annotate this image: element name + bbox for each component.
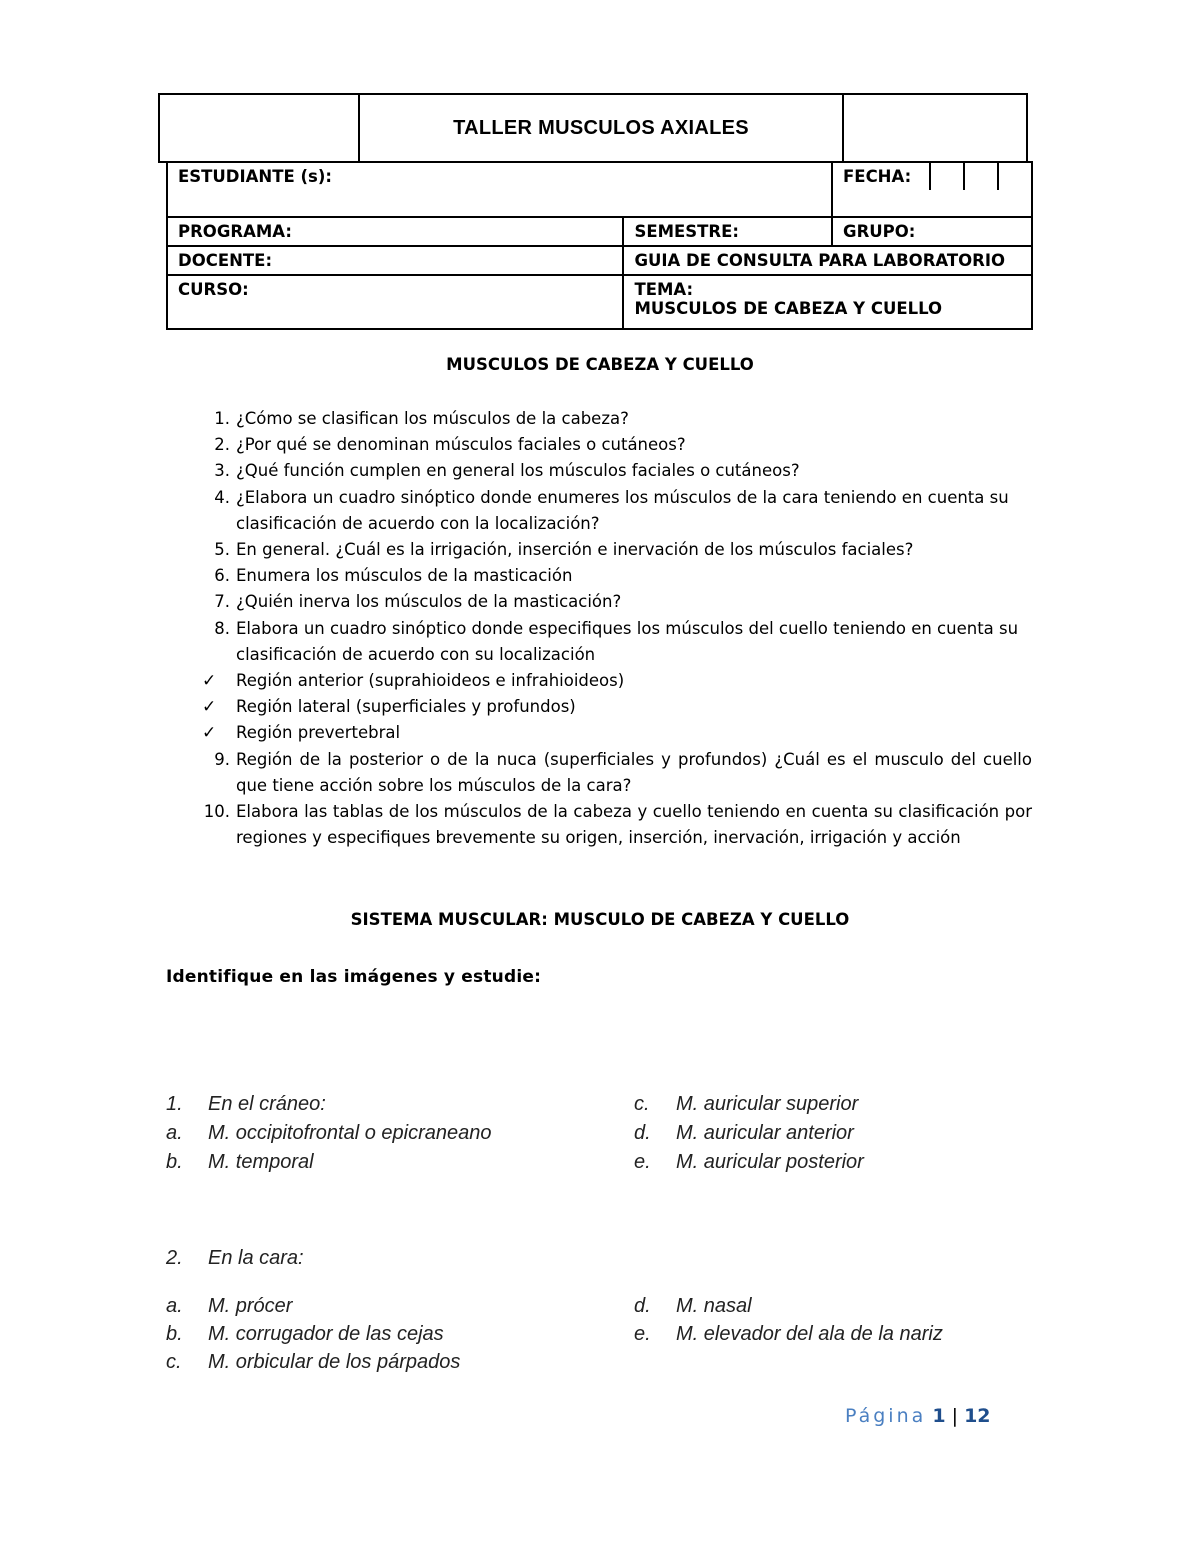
checkmark-icon: ✓ bbox=[202, 697, 217, 718]
question-item bbox=[166, 485, 1032, 537]
question-item bbox=[166, 458, 1032, 484]
question-number: 8. bbox=[214, 618, 230, 638]
identify-instruction: Identifique en las imágenes y estudie: bbox=[166, 967, 542, 987]
list-item-text: M. elevador del ala de la nariz bbox=[676, 1323, 943, 1345]
question-number: 3. bbox=[214, 461, 230, 481]
list-marker: a. bbox=[166, 1122, 183, 1144]
list-item bbox=[166, 1122, 492, 1145]
grupo-label: GRUPO: bbox=[843, 222, 916, 241]
question-text: Enumera los músculos de la masticación bbox=[236, 566, 573, 586]
question-text: ¿Quién inerva los músculos de la masticación? bbox=[236, 592, 622, 612]
question-number: 2. bbox=[214, 435, 230, 455]
list-marker: a. bbox=[166, 1295, 183, 1317]
list-item bbox=[634, 1093, 858, 1116]
tema-value: MUSCULOS DE CABEZA Y CUELLO bbox=[634, 299, 943, 318]
tema-cell bbox=[623, 275, 1032, 329]
list-item-text: M. auricular posterior bbox=[676, 1151, 864, 1173]
question-text: Región prevertebral bbox=[236, 723, 401, 743]
question-number: 6. bbox=[214, 566, 230, 586]
docente-label: DOCENTE: bbox=[178, 251, 273, 270]
list-item bbox=[634, 1295, 752, 1318]
fecha-box-2 bbox=[963, 163, 997, 190]
question-item bbox=[166, 720, 1032, 746]
list-item-text: M. occipitofrontal o epicraneano bbox=[208, 1122, 492, 1144]
cara-heading bbox=[166, 1247, 304, 1270]
page-title: TALLER MUSCULOS AXIALES bbox=[453, 116, 749, 139]
header-left-box bbox=[158, 93, 360, 163]
grupo-cell bbox=[832, 217, 1032, 246]
list-item-text: M. corrugador de las cejas bbox=[208, 1323, 444, 1345]
list-item-text: M. orbicular de los párpados bbox=[208, 1351, 461, 1373]
question-item bbox=[166, 747, 1032, 799]
tema-label: TEMA: bbox=[634, 280, 694, 299]
craneo-heading bbox=[166, 1093, 326, 1116]
question-number: 4. bbox=[214, 487, 230, 507]
docente-cell bbox=[167, 246, 623, 275]
question-number: 5. bbox=[214, 540, 230, 560]
question-text: Región de la posterior o de la nuca (superficiales y profundos) ¿Cuál es el musculo del cuello que tiene acción sobre los músculos de la cara? bbox=[236, 749, 1032, 795]
question-text: ¿Por qué se denominan músculos faciales o cutáneos? bbox=[236, 435, 686, 455]
fecha-box-1 bbox=[929, 163, 963, 190]
programa-label: PROGRAMA: bbox=[178, 222, 292, 241]
estudiante-label: ESTUDIANTE (s): bbox=[178, 167, 332, 186]
fecha-cell bbox=[832, 162, 1032, 217]
question-item bbox=[166, 432, 1032, 458]
list-marker: d. bbox=[634, 1295, 651, 1317]
question-number: 10. bbox=[203, 802, 230, 822]
question-number: 1. bbox=[214, 409, 230, 428]
question-item bbox=[166, 668, 1032, 694]
question-item bbox=[166, 616, 1032, 668]
question-item bbox=[166, 589, 1032, 615]
list-item bbox=[166, 1295, 292, 1318]
question-text: En general. ¿Cuál es la irrigación, inserción e inervación de los músculos faciales? bbox=[236, 540, 914, 560]
question-item bbox=[166, 406, 1032, 432]
checkmark-icon: ✓ bbox=[202, 723, 217, 744]
footer-label: Página bbox=[845, 1405, 927, 1427]
footer-total-pages: 12 bbox=[964, 1405, 991, 1427]
question-text: ¿Cómo se clasifican los músculos de la cabeza? bbox=[236, 409, 629, 428]
page-footer bbox=[845, 1405, 991, 1427]
semestre-cell bbox=[623, 217, 832, 246]
list-item bbox=[634, 1323, 943, 1346]
list-item bbox=[166, 1323, 444, 1346]
list-item bbox=[166, 1351, 460, 1374]
estudiante-cell bbox=[167, 162, 832, 217]
question-text: Región lateral (superficiales y profundos) bbox=[236, 697, 576, 717]
question-text: Elabora un cuadro sinóptico donde especifiques los músculos del cuello teniendo en cuenta su clasificación de acuerdo con su localización bbox=[236, 618, 1019, 664]
header-title-box bbox=[358, 93, 844, 163]
list-item-text: M. auricular anterior bbox=[676, 1122, 854, 1144]
list-marker: e. bbox=[634, 1151, 651, 1173]
question-list bbox=[166, 406, 1032, 851]
section1-title: MUSCULOS DE CABEZA Y CUELLO bbox=[446, 355, 754, 374]
guia-cell bbox=[623, 246, 1032, 275]
list-item bbox=[634, 1151, 864, 1174]
curso-cell bbox=[167, 275, 623, 329]
fecha-box-3 bbox=[997, 163, 1031, 190]
question-text: ¿Qué función cumplen en general los músculos faciales o cutáneos? bbox=[236, 461, 800, 481]
list-marker: c. bbox=[166, 1351, 182, 1373]
fecha-label: FECHA: bbox=[843, 167, 912, 186]
cara-heading-text: En la cara: bbox=[208, 1247, 304, 1269]
question-number: 9. bbox=[214, 749, 230, 769]
info-table bbox=[166, 161, 1033, 330]
question-text: Elabora las tablas de los músculos de la cabeza y cuello teniendo en cuenta su clasificación por regiones y especifiques brevemente su origen, inserción, inervación, irrigación y acción bbox=[236, 802, 1032, 848]
semestre-label: SEMESTRE: bbox=[634, 222, 739, 241]
list-marker: 1. bbox=[166, 1093, 183, 1115]
list-marker: 2. bbox=[166, 1247, 183, 1269]
craneo-heading-text: En el cráneo: bbox=[208, 1093, 326, 1115]
curso-label: CURSO: bbox=[178, 280, 249, 299]
question-item bbox=[166, 694, 1032, 720]
list-item-text: M. temporal bbox=[208, 1151, 314, 1173]
question-item bbox=[166, 563, 1032, 589]
question-text: Región anterior (suprahioideos e infrahioideos) bbox=[236, 671, 625, 691]
guia-label: GUIA DE CONSULTA PARA LABORATORIO bbox=[634, 251, 1006, 270]
footer-separator: | bbox=[951, 1405, 959, 1427]
list-marker: b. bbox=[166, 1323, 183, 1345]
question-number: 7. bbox=[214, 592, 230, 612]
list-marker: e. bbox=[634, 1323, 651, 1345]
checkmark-icon: ✓ bbox=[202, 671, 217, 692]
list-item bbox=[166, 1151, 314, 1174]
list-item bbox=[634, 1122, 854, 1145]
list-marker: d. bbox=[634, 1122, 651, 1144]
list-item-text: M. auricular superior bbox=[676, 1093, 859, 1115]
list-item-text: M. nasal bbox=[676, 1295, 752, 1317]
list-item-text: M. prócer bbox=[208, 1295, 293, 1317]
programa-cell bbox=[167, 217, 623, 246]
footer-page-number: 1 bbox=[932, 1405, 946, 1427]
header-right-box bbox=[842, 93, 1028, 163]
section2-title: SISTEMA MUSCULAR: MUSCULO DE CABEZA Y CUELLO bbox=[350, 910, 850, 929]
question-item bbox=[166, 799, 1032, 851]
list-marker: b. bbox=[166, 1151, 183, 1173]
list-marker: c. bbox=[634, 1093, 650, 1115]
question-text: ¿Elabora un cuadro sinóptico donde enumeres los músculos de la cara teniendo en cuenta su clasificación de acuerdo con la localización? bbox=[236, 487, 1009, 533]
question-item bbox=[166, 537, 1032, 563]
